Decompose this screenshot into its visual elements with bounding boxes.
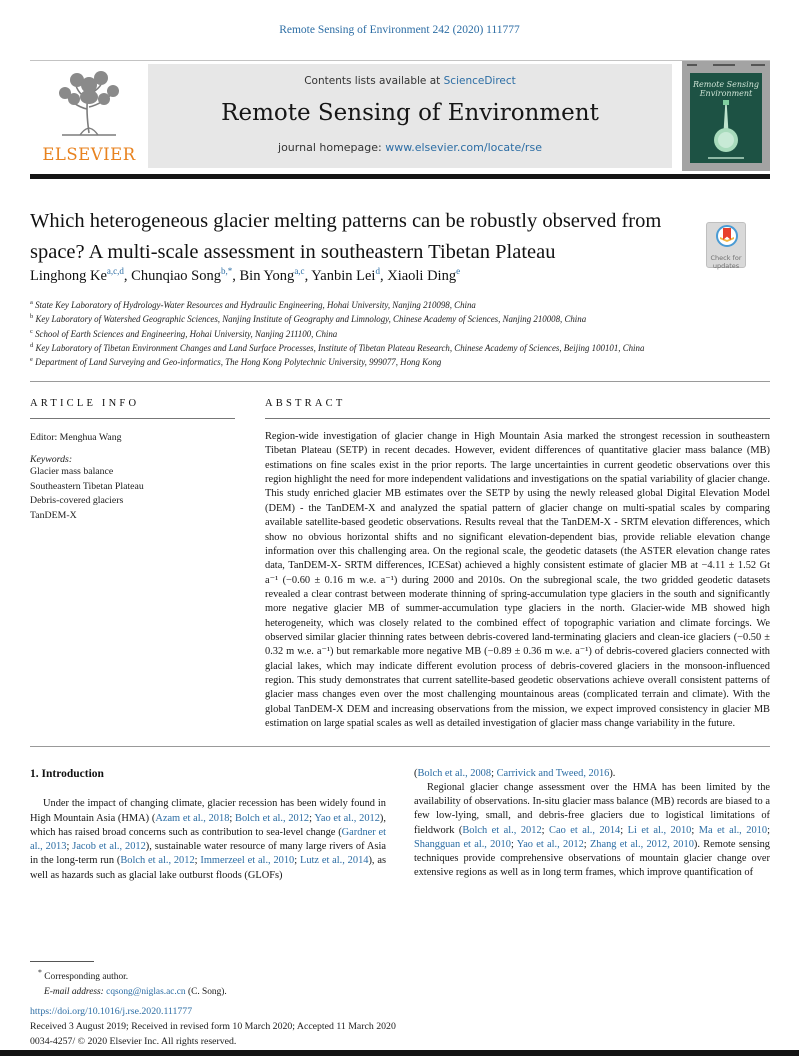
citation-link[interactable]: Azam et al., 2018 [155, 812, 230, 824]
cover-pendulum-icon [690, 98, 762, 154]
citation-link[interactable]: Lutz et al., 2014 [299, 855, 369, 867]
affiliation: $^e$ Department of Land Surveying and Geo-informatics, The Hong Kong Polytechnic University, 999077, Hong Kong [30, 356, 442, 368]
citation-link[interactable]: Zhang et al., 2012, 2010 [589, 838, 694, 850]
citation-link[interactable]: Immerzeel et al., 2010 [200, 855, 295, 867]
affiliation: $^b$ Key Laboratory of Watershed Geographic Sciences, Nanjing Institute of Geography and Limnology, Chinese Academy of Sciences, Nanjing 210008, China [30, 313, 587, 325]
footnote-rule [30, 961, 94, 962]
intro-paragraph: Under the impact of changing climate, glacier recession has been widely found in High Mountain Asia (HMA) (Azam et al., 2018; Bolch et al., 2012; Yao et al., 2012), which has raised broad concerns such as contribution to sea-level change (Gardner et al., 2013; Jacob et al., 2012), sustainable water resource of many large rivers of Asia in the long-term run (Bolch et al., 2012; Immerzeel et al., 2010; Lutz et al., 2014), as well as hazards such as glacial lake outburst floods (GLOFs) [30, 798, 387, 881]
elsevier-logo[interactable] [30, 69, 148, 171]
intro-right-column [414, 767, 770, 883]
authors-line: Linghong Ke$^{a,c,d}$, Chunqiao Song$^{b,*}$, Bin Yong$^{a,c}$, Yanbin Lei$^d$, Xiaoli Ding$^e$ [30, 266, 461, 284]
article-info-rule [30, 418, 235, 419]
citation-link[interactable]: Shangguan et al., 2010 [414, 838, 511, 850]
citation-link[interactable]: Bolch et al., 2008 [417, 767, 492, 779]
footer-block [30, 1004, 770, 1050]
cover-front [690, 73, 762, 163]
citation-link[interactable]: Li et al., 2010 [627, 824, 692, 836]
homepage-prefix: journal homepage: [278, 141, 386, 154]
affiliation: $^d$ Key Laboratory of Tibetan Environment Changes and Land Surface Processes, Institute of Tibetan Plateau Research, Chinese Academy of Sciences, Beijing 100101, China [30, 341, 645, 353]
cover-title: Remote Sensing Environment [693, 80, 759, 99]
article-title: Which heterogeneous glacier melting patterns can be robustly observed from space? A multi-scale assessment in southeastern Tibetan Plateau [30, 210, 662, 264]
corresponding-author-note: * Corresponding author. [38, 968, 129, 983]
citation-link[interactable]: Jacob et al., 2012 [72, 841, 146, 853]
journal-homepage-link[interactable]: www.elsevier.com/locate/rse [385, 141, 542, 154]
elsevier-wordmark: ELSEVIER [42, 145, 136, 164]
abstract-rule [265, 418, 770, 419]
header-divider-bar [30, 174, 770, 179]
citation-link[interactable]: Bolch et al., 2012 [462, 824, 542, 836]
check-updates-icon [707, 223, 747, 249]
page-bottom-bar [0, 1050, 799, 1056]
editor-line: Editor: Menghua Wang [30, 432, 122, 443]
author-name: Xiaoli Ding$^e$ [387, 266, 461, 284]
citation-link[interactable]: Yao et al., 2012 [516, 838, 584, 850]
author-name: Linghong Ke$^{a,c,d}$ [30, 266, 124, 284]
homepage-line [148, 141, 672, 154]
doi-link[interactable]: https://doi.org/10.1016/j.rse.2020.111777 [30, 1006, 193, 1017]
affiliation-divider [30, 381, 770, 382]
introduction-heading: 1. Introduction [30, 767, 104, 780]
citation-link[interactable]: Gardner et al., 2013 [30, 826, 386, 853]
journal-title: Remote Sensing of Environment [221, 100, 599, 126]
cover-masthead [682, 61, 770, 71]
email-link[interactable]: cqsong@niglas.ac.cn [106, 986, 186, 997]
keyword: Southeastern Tibetan Plateau [30, 480, 144, 492]
check-updates-label: Check for updates [710, 254, 742, 270]
abstract-heading: ABSTRACT [265, 398, 346, 409]
citation-link[interactable]: Bolch et al., 2012 [235, 812, 310, 824]
citation-link[interactable]: Bolch et al., 2012 [120, 855, 195, 867]
footnote-block [30, 961, 410, 999]
keywords-label: Keywords: [30, 454, 73, 465]
affiliation: $^a$ State Key Laboratory of Hydrology-Water Resources and Hydraulic Engineering, Hohai University, Nanjing 210098, China [30, 299, 476, 310]
email-suffix: (C. Song). [185, 986, 227, 997]
abstract-bottom-divider [30, 746, 770, 747]
intro-left-column [30, 767, 386, 883]
journal-citation-link[interactable]: Remote Sensing of Environment 242 (2020) 111777 [279, 24, 520, 36]
contents-prefix: Contents lists available at [304, 75, 444, 87]
check-for-updates-badge[interactable] [706, 222, 746, 268]
keyword: TanDEM-X [30, 510, 77, 522]
intro-paragraph: (Bolch et al., 2008; Carrivick and Tweed, 2016). [414, 767, 616, 779]
copyright-line: 0034-4257/ © 2020 Elsevier Inc. All rights reserved. [30, 1036, 237, 1048]
journal-cover-thumbnail[interactable] [682, 61, 770, 171]
abstract-text: Region-wide investigation of glacier change in High Mountain Asia marked the strongest recession in southeastern Tibetan Plateau (SETP) in recent decades. However, evident differences of quantitative glacier mass balance (MB) estimations on fine scales exist in the prior reports. The large uncertainties in current geodetic observations over this region highlight the need for more independent validations and investigations on the spatial variability of glacier change. This study enriched glacier MB estimates over the SETP by using the newly released global Digital Elevation Model (DEM) - the TanDEM-X and analyzed the spatial pattern of glacier change on multi-spatial scales by comparing available satellite-based geodetic observations. Results reveal that the TanDEM-X - SRTM elevation differences, which show no obvious horizontal shifts and no significant elevation-dependent bias, provide reliable elevation change information over this challenging area. On the regional scale, the geodetic datasets (the ASTER elevation change rates data, TanDEM-X- SRTM differences, ICESat) achieved a highly consistent estimate of glacier MB at −4.11 ± 1.52 Gt a⁻¹ (−0.60 ± 0.16 m w.e. a⁻¹) during 2000 and 2010s. On the subregional scale, the two gridded geodetic datasets revealed a clear contrast between moderate thinning of spring-accumulation type glaciers in the south and significantly more negative glacier MB of summer-accumulation type glaciers in the north. Glacier-wide MB showed high heterogeneity, which was closely related to the combined effect of topographic variation and climate forcings. We observed similar glacier thinning rates between debris-covered land-terminating glaciers and clean-ice glaciers (−0.50 ± 0.32 m w.e. a⁻¹) but remarkable more negative MB (−0.89 ± 0.36 m w.e. a⁻¹) of debris-covered glaciers connected with glacial lakes, which may indicate different evolution process of debris-covered glaciers in the monsoon-influenced region. This study demonstrates that current satellite-based geodetic observations achieve overall consistent patterns of glacier mass changes even over the most challenging mountainous areas (complicated terrain and climate). With the global TanDEM-X DEM and increasing observations from the mission, we expect improved consistency in glacier MB estimation on large spatial scales as well as detailed investigation of glacier mass change variability in the future. [265, 431, 770, 730]
elsevier-tree-icon [50, 69, 128, 143]
journal-banner [148, 64, 672, 168]
email-note [30, 985, 410, 1000]
citation-link[interactable]: Cao et al., 2014 [549, 824, 621, 836]
sciencedirect-link[interactable]: ScienceDirect [443, 75, 516, 87]
received-dates: Received 3 August 2019; Received in revised form 10 March 2020; Accepted 11 March 2020 [30, 1021, 396, 1033]
author-name: Bin Yong$^{a,c}$ [239, 266, 305, 284]
keyword: Glacier mass balance [30, 466, 114, 477]
citation-link[interactable]: Yao et al., 2012 [314, 812, 380, 824]
journal-header [30, 60, 770, 172]
citation-link[interactable]: Carrivick and Tweed, 2016 [496, 767, 610, 779]
affiliation: $^c$ School of Earth Sciences and Engineering, Hohai University, Nanjing 211100, China [30, 327, 338, 339]
article-info-heading: ARTICLE INFO [30, 398, 140, 409]
citation-link[interactable]: Ma et al., 2010 [698, 824, 768, 836]
keywords-list [30, 465, 235, 524]
intro-paragraph: Regional glacier change assessment over the HMA has been limited by the availability of observations. In-situ glacier mass balance (MB) records are biased to a few low-lying, small, and debris-free glaciers due to logistical limitations of fieldwork (Bolch et al., 2012; Cao et al., 2014; Li et al., 2010; Ma et al., 2010; Shangguan et al., 2010; Yao et al., 2012; Zhang et al., 2012, 2010). Remote sensing techniques provide comprehensive observations of mountain glacier change over extensive regions as well as in long term frames, which improve quantification of [414, 781, 770, 879]
abstract-column [265, 398, 770, 732]
affiliations [30, 298, 770, 370]
keyword: Debris-covered glaciers [30, 495, 124, 507]
author-name: Chunqiao Song$^{b,*}$ [131, 266, 233, 284]
contents-line [148, 75, 672, 87]
author-name: Yanbin Lei$^d$ [311, 266, 380, 284]
article-info-column [30, 398, 235, 732]
email-label: E-mail address: [44, 986, 104, 997]
